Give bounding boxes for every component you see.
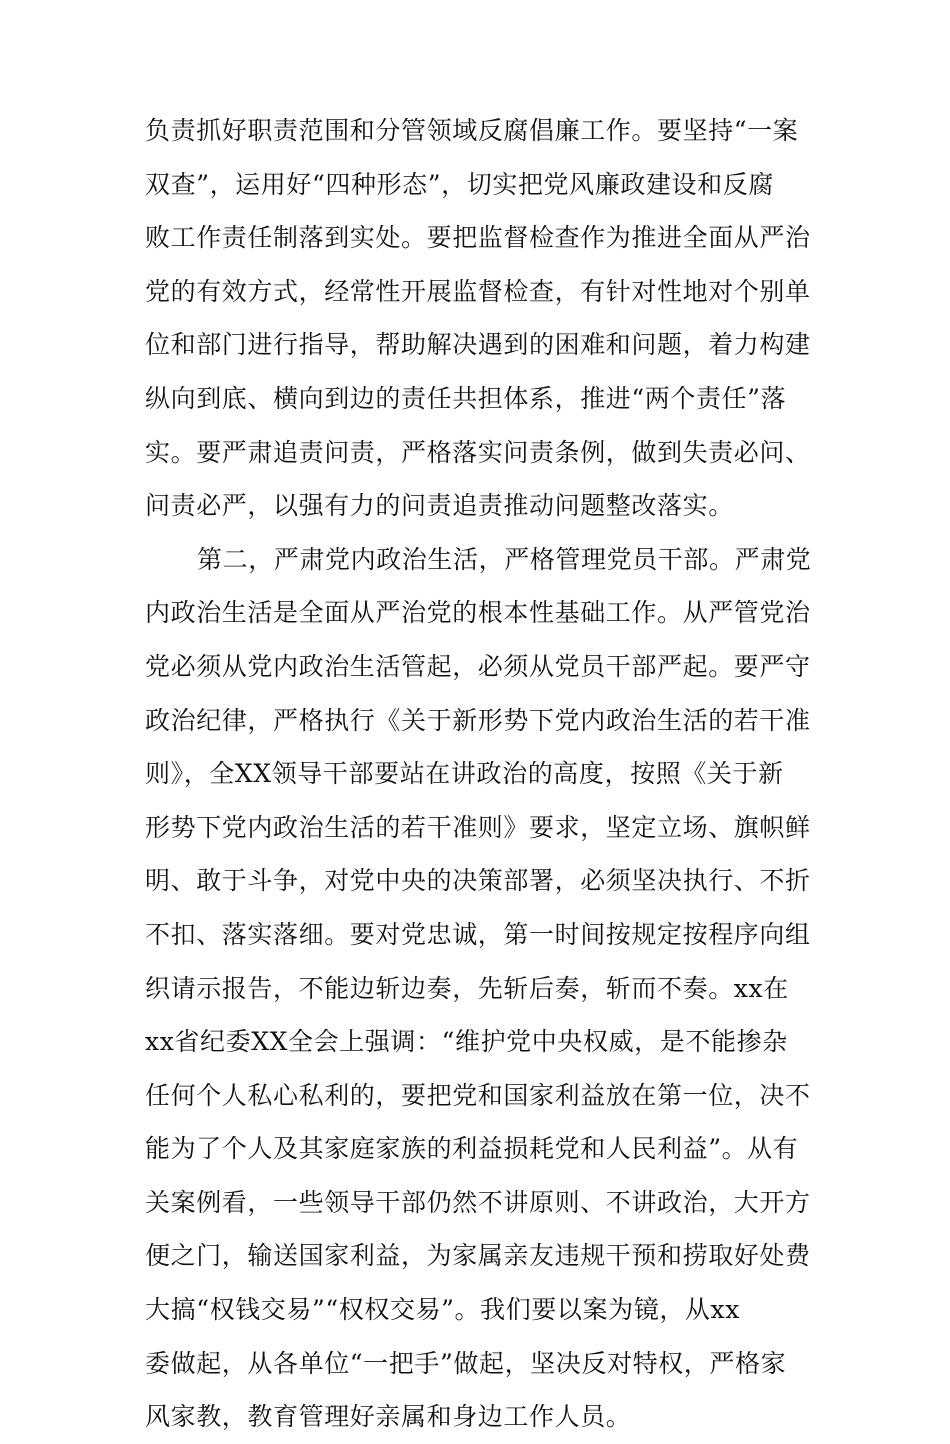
- text-line: 关案例看，一些领导干部仍然不讲原则、不讲政治，大开方: [145, 1187, 811, 1217]
- text-line: 纵向到底、横向到边的责任共担体系，推进“两个责任”落: [145, 383, 787, 413]
- text-line: 委做起，从各单位“一把手”做起，坚决反对特权，严格家: [145, 1348, 787, 1378]
- paragraph-1: [145, 104, 815, 533]
- text-line: 内政治生活是全面从严治党的根本性基础工作。从严管党治: [145, 598, 811, 628]
- text-line: 双查”，运用好“四种形态”，切实把党风廉政建设和反腐: [145, 169, 774, 199]
- text-line: 实。要严肃追责问责，严格落实问责条例，做到失责必问、: [145, 437, 811, 467]
- text-line: 问责必严，以强有力的问责追责推动问题整改落实。: [145, 491, 734, 521]
- text-line: 负责抓好职责范围和分管领域反腐倡廉工作。要坚持“一案: [145, 116, 799, 145]
- text-line: 能为了个人及其家庭家族的利益损耗党和人民利益”。从有: [145, 1134, 799, 1164]
- text-line: 党的有效方式，经常性开展监督检查，有针对性地对个别单: [145, 276, 811, 306]
- paragraph-2: [145, 533, 815, 1444]
- text-line: 败工作责任制落到实处。要把监督检查作为推进全面从严治: [145, 223, 811, 253]
- text-line: 织请示报告，不能边斩边奏，先斩后奏，斩而不奏。xx在: [145, 973, 789, 1003]
- text-line: 任何个人私心私利的，要把党和国家利益放在第一位，决不: [145, 1080, 811, 1110]
- text-line: 位和部门进行指导，帮助解决遇到的困难和问题，着力构建: [145, 330, 811, 360]
- text-line: 则》，全XX领导干部要站在讲政治的高度，按照《关于新: [145, 759, 784, 789]
- text-line: 形势下党内政治生活的若干准则》要求，坚定立场、旗帜鲜: [145, 812, 811, 842]
- text-line: xx省纪委XX全会上强调：“维护党中央权威，是不能掺杂: [145, 1027, 788, 1057]
- text-line: 大搞“权钱交易”“权权交易”。我们要以案为镜，从xx: [145, 1295, 740, 1325]
- text-line: 政治纪律，严格执行《关于新形势下党内政治生活的若干准: [145, 705, 811, 735]
- text-line: 风家教，教育管理好亲属和身边工作人员。: [145, 1402, 632, 1432]
- text-line: 第二，严肃党内政治生活，严格管理党员干部。严肃党: [197, 544, 812, 574]
- text-line: 党必须从党内政治生活管起，必须从党员干部严起。要严守: [145, 651, 811, 681]
- text-line: 便之门，输送国家利益，为家属亲友违规干预和捞取好处费: [145, 1241, 811, 1271]
- document-body: [145, 104, 815, 1444]
- text-line: 不扣、落实落细。要对党忠诚，第一时间按规定按程序向组: [145, 919, 811, 949]
- text-line: 明、敢于斗争，对党中央的决策部署，必须坚决执行、不折: [145, 866, 811, 896]
